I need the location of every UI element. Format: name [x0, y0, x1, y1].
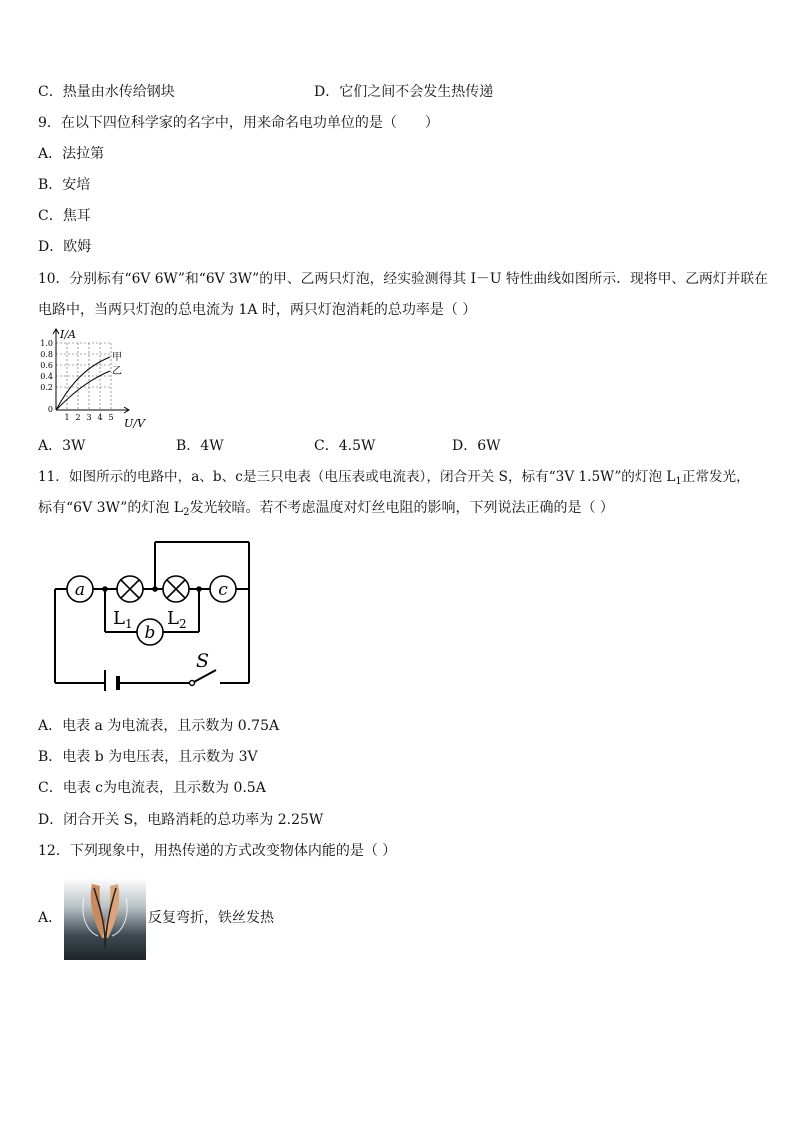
- bending-wire-photo: [64, 878, 146, 960]
- q9-option-a: A．法拉第: [38, 146, 105, 162]
- q8-option-d: D．它们之间不会发生热传递: [314, 84, 494, 100]
- y-tick: 0: [47, 405, 53, 414]
- y-axis-label: I/A: [60, 328, 76, 341]
- x-tick: 1: [64, 413, 70, 422]
- x-tick: 2: [75, 413, 81, 422]
- curve-label-yi: 乙: [112, 366, 122, 377]
- curve-yi: [56, 371, 110, 410]
- q9-option-c: C．焦耳: [38, 208, 91, 224]
- y-tick: 0.6: [40, 361, 53, 370]
- q10-stem-line2: 电路中，当两只灯泡的总电流为 1A 时，两只灯泡消耗的总功率是（ ）: [38, 302, 477, 318]
- q11-option-d: D．闭合开关 S，电路消耗的总功率为 2.25W: [38, 812, 324, 828]
- q12-option-a-text: 反复弯折，铁丝发热: [148, 910, 274, 926]
- q9-option-b: B．安培: [38, 177, 91, 193]
- q10-option-a: A．3W: [38, 438, 86, 454]
- x-tick: 5: [108, 413, 114, 422]
- lamp-l2-label: $L_2$: [167, 608, 187, 631]
- x-tick: 4: [97, 413, 103, 422]
- q10-option-c: C．4.5W: [314, 438, 376, 454]
- q8-option-c: C．热量由水传给钢块: [38, 84, 175, 100]
- q12-stem: 12．下列现象中，用热传递的方式改变物体内能的是（ ）: [38, 843, 397, 859]
- y-tick: 0.2: [40, 383, 53, 392]
- lamp-l2: [163, 576, 189, 602]
- q11-stem-line1: 11．如图所示的电路中，a、b、c是三只电表（电压表或电流表），闭合开关 S，标有“3V 1.5W”的灯泡 $L_1$正常发光，: [38, 469, 750, 487]
- y-tick: 1.0: [40, 339, 53, 348]
- meter-a-label: a: [74, 580, 86, 600]
- battery-symbol: [105, 670, 118, 691]
- switch-label: S: [196, 650, 210, 672]
- x-tick: 3: [86, 413, 92, 422]
- x-axis-label: U/V: [124, 417, 145, 430]
- meter-c-label: c: [218, 580, 228, 600]
- y-tick: 0.4: [40, 372, 53, 381]
- q10-option-d: D．6W: [452, 438, 501, 454]
- y-tick: 0.8: [40, 350, 53, 359]
- q11-stem-line2: 标有“6V 3W”的灯泡 $L_2$发光较暗。若不考虑温度对灯丝电阻的影响，下列说法正确的是（ ）: [38, 500, 614, 518]
- curve-label-jia: 甲: [112, 352, 122, 363]
- lamp-l1: [117, 576, 143, 602]
- circuit-wires: [55, 542, 249, 683]
- iu-graph: [38, 326, 148, 430]
- q11-option-c: C．电表 c为电流表，且示数为 0.5A: [38, 780, 266, 796]
- meter-b-label: b: [144, 623, 156, 643]
- q10-option-b: B．4W: [176, 438, 224, 454]
- q9-stem: 9．在以下四位科学家的名字中，用来命名电功单位的是（ ）: [38, 115, 439, 131]
- circuit-diagram: [50, 535, 260, 691]
- lamp-l1-label: $L_1$: [113, 608, 133, 631]
- q10-stem-line1: 10．分别标有“6V 6W”和“6V 3W”的甲、乙两只灯泡，经实验测得其 I－U 特性曲线如图所示．现将甲、乙两灯并联在: [38, 271, 768, 287]
- q11-option-b: B．电表 b 为电压表，且示数为 3V: [38, 749, 258, 765]
- q9-option-d: D．欧姆: [38, 239, 92, 255]
- q12-option-a-label: A．: [38, 910, 63, 926]
- switch-s: [190, 670, 217, 686]
- q11-option-a: A．电表 a 为电流表，且示数为 0.75A: [38, 718, 280, 734]
